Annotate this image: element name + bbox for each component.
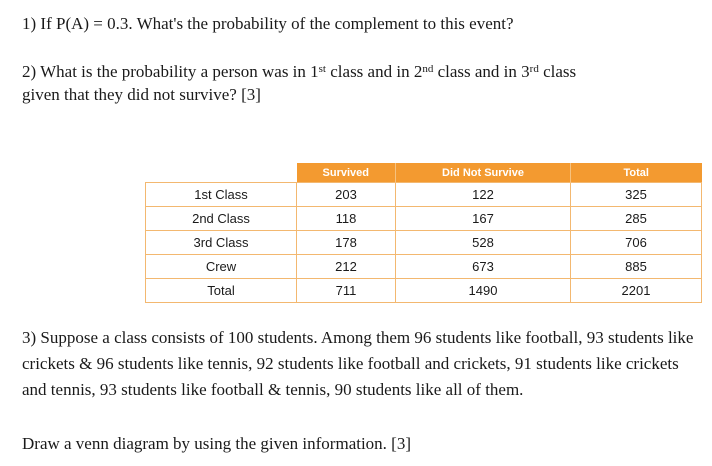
row-label: 2nd Class: [146, 207, 297, 231]
table-corner-cell: [146, 163, 297, 183]
cell-total: 325: [571, 183, 702, 207]
cell-survived: 203: [297, 183, 396, 207]
table-row: [146, 279, 702, 303]
header-survived: Survived: [297, 163, 396, 183]
question-2-text-b: class and in 2: [326, 62, 423, 81]
survival-table: [145, 163, 702, 303]
question-2: [22, 60, 576, 106]
row-label: Total: [146, 279, 297, 303]
cell-survived: 118: [297, 207, 396, 231]
table-row: [146, 207, 702, 231]
question-2-line-2: given that they did not survive? [3]: [22, 85, 261, 104]
cell-survived: 212: [297, 255, 396, 279]
superscript-st: st: [318, 63, 326, 75]
cell-did-not-survive: 122: [396, 183, 571, 207]
question-2-text-d: class: [538, 62, 577, 81]
superscript-nd: nd: [422, 63, 434, 75]
table-header-row: [146, 163, 702, 183]
table-row: [146, 231, 702, 255]
cell-total: 706: [571, 231, 702, 255]
cell-did-not-survive: 673: [396, 255, 571, 279]
cell-total: 2201: [571, 279, 702, 303]
question-2-text-c: class and in 3: [433, 62, 530, 81]
row-label: 3rd Class: [146, 231, 297, 255]
row-label: 1st Class: [146, 183, 297, 207]
cell-did-not-survive: 167: [396, 207, 571, 231]
header-did-not-survive: Did Not Survive: [396, 163, 571, 183]
cell-did-not-survive: 1490: [396, 279, 571, 303]
question-3: 3) Suppose a class consists of 100 students. Among them 96 students like football, 93 students like crickets & 96 students like tennis, 92 students like football and crickets, 91 students like crickets and tennis, 93 students like football & tennis, 90 students like all of them.: [22, 328, 694, 399]
table-row: [146, 183, 702, 207]
cell-survived: 711: [297, 279, 396, 303]
question-3-instruction: Draw a venn diagram by using the given information. [3]: [22, 434, 412, 453]
cell-did-not-survive: 528: [396, 231, 571, 255]
cell-survived: 178: [297, 231, 396, 255]
cell-total: 285: [571, 207, 702, 231]
cell-total: 885: [571, 255, 702, 279]
question-1: 1) If P(A) = 0.3. What's the probability of the complement to this event?: [22, 14, 514, 33]
question-2-text-a: 2) What is the probability a person was in 1: [22, 62, 319, 81]
header-total: Total: [571, 163, 702, 183]
row-label: Crew: [146, 255, 297, 279]
table-row: [146, 255, 702, 279]
superscript-rd: rd: [529, 63, 539, 75]
